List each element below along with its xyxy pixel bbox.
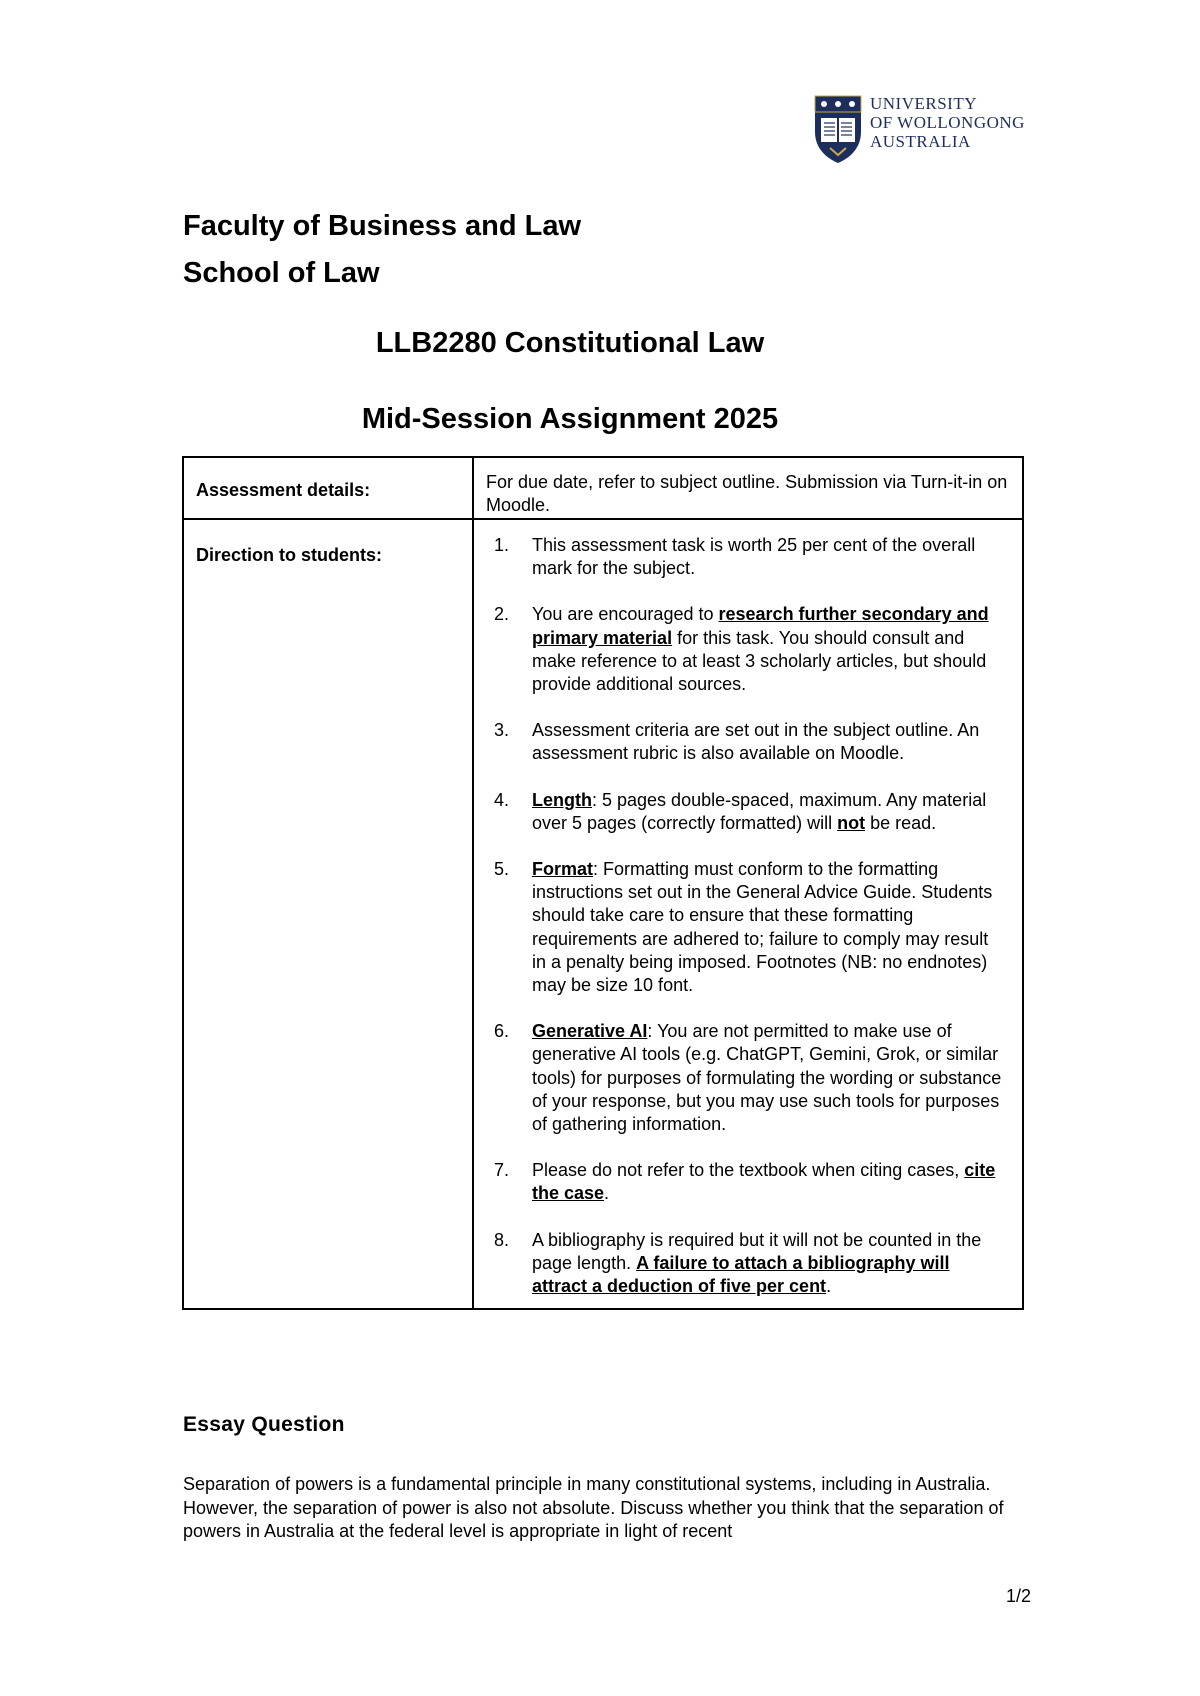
university-logo bbox=[812, 92, 1032, 164]
direction-emphasis: Length bbox=[532, 789, 592, 810]
direction-emphasis: not bbox=[837, 812, 866, 833]
direction-text: . bbox=[826, 1276, 832, 1297]
direction-text: : You are not permitted to make use of generative AI tools (e.g. ChatGPT, Gemini, Grok, or similar tools) for purposes of formulating the wording or substance of your response, but you may use such tools for purposes of gathering information. bbox=[532, 1021, 1002, 1135]
direction-number: 6. bbox=[494, 1021, 510, 1042]
logo-line-1: UNIVERSITY bbox=[870, 94, 977, 113]
assessment-details-label: Assessment details: bbox=[183, 457, 473, 519]
logo-line-2: OF WOLLONGONG bbox=[870, 113, 1025, 132]
direction-text: : 5 pages double-spaced, maximum. Any material over 5 pages (correctly formatted) will bbox=[532, 789, 987, 833]
direction-number: 5. bbox=[494, 859, 510, 880]
direction-item bbox=[494, 603, 1002, 696]
assessment-table bbox=[182, 456, 1024, 1310]
page-number: 1/2 bbox=[1006, 1586, 1032, 1606]
direction-number: 3. bbox=[494, 720, 510, 741]
direction-text: This assessment task is worth 25 per cent of the overall mark for the subject. bbox=[532, 535, 976, 579]
university-name bbox=[870, 94, 1025, 151]
school-name: School of Law bbox=[183, 257, 380, 289]
direction-text: for this task. You should consult and make reference to at least 3 scholarly articles, but should provide additional sources. bbox=[532, 627, 987, 695]
directions-label: Direction to students: bbox=[183, 519, 473, 1309]
direction-text: . bbox=[604, 1183, 610, 1204]
faculty-name: Faculty of Business and Law bbox=[183, 210, 582, 242]
direction-emphasis: Format bbox=[532, 859, 594, 880]
directions-cell bbox=[473, 519, 1023, 1309]
directions-list bbox=[494, 534, 1002, 1298]
assignment-title: Mid-Session Assignment 2025 bbox=[361, 403, 779, 435]
assessment-details-row bbox=[183, 457, 1023, 519]
faculty-block bbox=[183, 203, 581, 297]
direction-item bbox=[494, 1159, 1002, 1205]
direction-item bbox=[494, 719, 1002, 765]
assessment-details-value: For due date, refer to subject outline. Submission via Turn-it-in on Moodle. bbox=[473, 457, 1023, 519]
direction-item bbox=[494, 858, 1002, 997]
direction-number: 8. bbox=[494, 1229, 510, 1250]
university-crest-icon bbox=[812, 92, 864, 164]
direction-text: Assessment criteria are set out in the subject outline. An assessment rubric is also available on Moodle. bbox=[532, 720, 980, 764]
direction-number: 1. bbox=[494, 535, 510, 555]
direction-number: 7. bbox=[494, 1160, 510, 1181]
direction-item bbox=[494, 1020, 1002, 1136]
direction-emphasis: cite the case bbox=[532, 1160, 996, 1204]
direction-text: You are encouraged to bbox=[532, 604, 719, 625]
direction-number: 4. bbox=[494, 789, 510, 810]
direction-text: be read. bbox=[865, 812, 937, 833]
direction-emphasis: A failure to attach a bibliography will attract a deduction of five per cent bbox=[532, 1252, 950, 1297]
course-title: LLB2280 Constitutional Law bbox=[375, 327, 765, 359]
direction-item bbox=[494, 1229, 1002, 1299]
direction-text: Please do not refer to the textbook when citing cases, bbox=[532, 1160, 965, 1181]
direction-emphasis: Generative AI bbox=[532, 1021, 648, 1042]
direction-item bbox=[494, 789, 1002, 835]
direction-number: 2. bbox=[494, 604, 510, 625]
essay-heading: Essay Question bbox=[183, 1413, 345, 1436]
direction-text: : Formatting must conform to the formatting instructions set out in the General Advice Guide. Students should take care to ensure that these formatting requirements are adhered to; failure to comply may result in a penalty being imposed. Footnotes (NB: no endnotes) may be size 10 font. bbox=[532, 859, 993, 996]
directions-row bbox=[183, 519, 1023, 1309]
direction-item bbox=[494, 534, 1002, 580]
direction-text: A bibliography is required but it will not be counted in the page length. bbox=[532, 1229, 982, 1273]
essay-body: Separation of powers is a fundamental principle in many constitutional systems, including in Australia. However, the separation of power is also not absolute. Discuss whether you think that the separation of powers in Australia at the federal level is appropriate in light of recent bbox=[183, 1474, 1004, 1541]
logo-line-3: AUSTRALIA bbox=[870, 132, 971, 151]
direction-emphasis: research further secondary and primary material bbox=[532, 604, 989, 648]
